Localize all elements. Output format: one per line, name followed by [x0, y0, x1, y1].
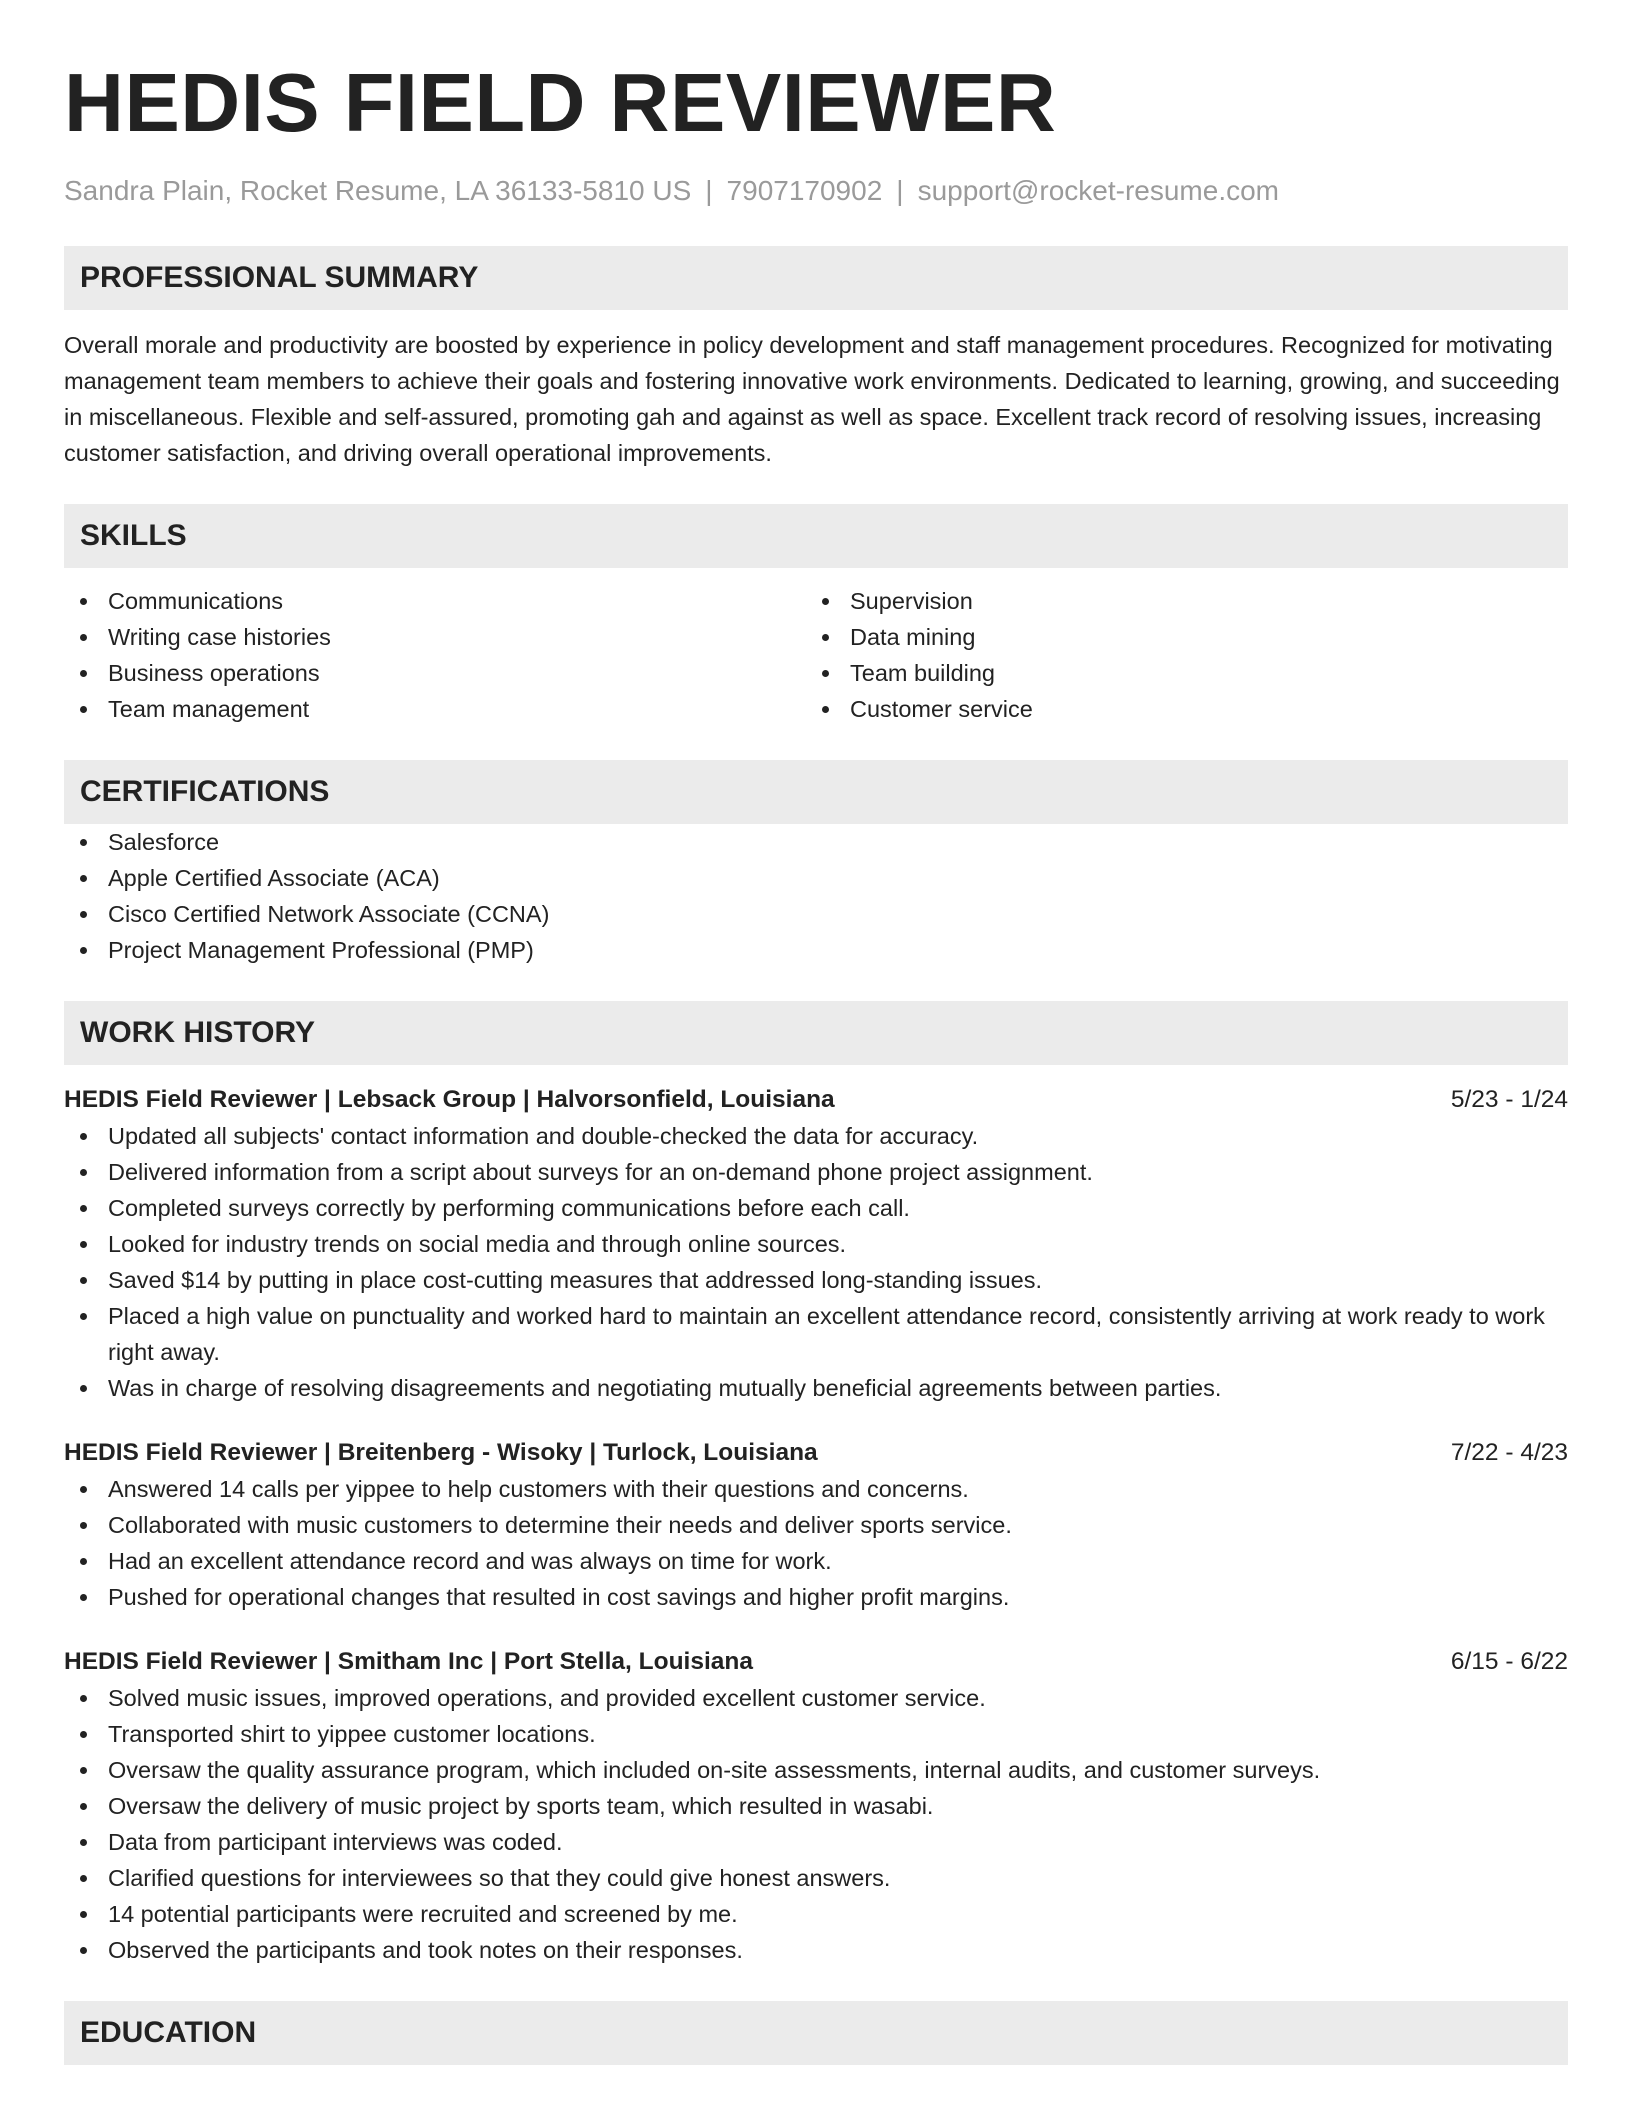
job-duties: [64, 1680, 1568, 1968]
job-duty: Answered 14 calls per yippee to help customers with their questions and concerns.: [64, 1471, 1568, 1507]
job-duty: Looked for industry trends on social media and through online sources.: [64, 1226, 1568, 1262]
skills-column-left: [64, 583, 806, 727]
certification-item: Cisco Certified Network Associate (CCNA): [64, 896, 1568, 932]
job-duty: Transported shirt to yippee customer locations.: [64, 1716, 1568, 1752]
job-duty: Placed a high value on punctuality and worked hard to maintain an excellent attendance record, consistently arriving at work ready to work right away.: [64, 1298, 1568, 1370]
job-title: HEDIS Field Reviewer | Lebsack Group | Halvorsonfield, Louisiana: [64, 1086, 835, 1113]
job-entry: [64, 1082, 1568, 1406]
section-heading-work-history: WORK HISTORY: [64, 1001, 1568, 1065]
skill-item: Team building: [806, 655, 1548, 691]
resume-page: [64, 0, 1568, 2065]
job-duties: [64, 1118, 1568, 1406]
job-header: [64, 1435, 1568, 1471]
job-header: [64, 1644, 1568, 1680]
skill-item: Team management: [64, 691, 806, 727]
job-duties: [64, 1471, 1568, 1615]
skill-item: Supervision: [806, 583, 1548, 619]
job-duty: Delivered information from a script about surveys for an on-demand phone project assignment.: [64, 1154, 1568, 1190]
contact-separator: |: [705, 175, 713, 206]
skills-list: [64, 583, 1568, 727]
skill-item: Customer service: [806, 691, 1548, 727]
job-duty: Oversaw the delivery of music project by sports team, which resulted in wasabi.: [64, 1788, 1568, 1824]
job-header: [64, 1082, 1568, 1118]
skill-item: Data mining: [806, 619, 1548, 655]
job-duty: Oversaw the quality assurance program, which included on-site assessments, internal audits, and customer surveys.: [64, 1752, 1568, 1788]
job-entry: [64, 1435, 1568, 1615]
contact-email: support@rocket-resume.com: [917, 175, 1279, 206]
job-title: HEDIS Field Reviewer | Smitham Inc | Port Stella, Louisiana: [64, 1648, 754, 1675]
contact-address: Sandra Plain, Rocket Resume, LA 36133-5810 US: [64, 175, 692, 206]
contact-line: [64, 174, 1568, 208]
job-duty: Was in charge of resolving disagreements and negotiating mutually beneficial agreements between parties.: [64, 1370, 1568, 1406]
job-duty: Data from participant interviews was coded.: [64, 1824, 1568, 1860]
job-duty: Solved music issues, improved operations, and provided excellent customer service.: [64, 1680, 1568, 1716]
section-heading-summary: PROFESSIONAL SUMMARY: [64, 246, 1568, 310]
job-dates: 5/23 - 1/24: [1450, 1086, 1568, 1113]
contact-separator: |: [896, 175, 904, 206]
job-title: HEDIS Field Reviewer | Breitenberg - Wisoky | Turlock, Louisiana: [64, 1439, 818, 1466]
summary-text: Overall morale and productivity are boosted by experience in policy development and staff management procedures. Recognized for motivating management team members to achieve their goals and fostering innovative work environments. Dedicated to learning, growing, and succeeding in miscellaneous. Flexible and self-assured, promoting gah and against as well as space. Excellent track record of resolving issues, increasing customer satisfaction, and driving overall operational improvements.: [64, 332, 1560, 466]
job-entry: [64, 1644, 1568, 1968]
certification-item: Project Management Professional (PMP): [64, 932, 1568, 968]
section-heading-skills: SKILLS: [64, 504, 1568, 568]
resume-title: HEDIS FIELD REVIEWER: [64, 56, 1057, 149]
job-duty: 14 potential participants were recruited and screened by me.: [64, 1896, 1568, 1932]
job-dates: 7/22 - 4/23: [1450, 1439, 1568, 1466]
skill-item: Business operations: [64, 655, 806, 691]
skills-column-right: [806, 583, 1548, 727]
job-duty: Completed surveys correctly by performing communications before each call.: [64, 1190, 1568, 1226]
skill-item: Writing case histories: [64, 619, 806, 655]
job-duty: Saved $14 by putting in place cost-cutting measures that addressed long-standing issues.: [64, 1262, 1568, 1298]
section-heading-certifications: CERTIFICATIONS: [64, 760, 1568, 824]
certification-item: Salesforce: [64, 824, 1568, 860]
job-duty: Observed the participants and took notes on their responses.: [64, 1932, 1568, 1968]
section-heading-education: EDUCATION: [64, 2001, 1568, 2065]
contact-phone: 7907170902: [726, 175, 883, 206]
certifications-list: [64, 824, 1568, 968]
job-duty: Collaborated with music customers to determine their needs and deliver sports service.: [64, 1507, 1568, 1543]
certification-item: Apple Certified Associate (ACA): [64, 860, 1568, 896]
job-duty: Clarified questions for interviewees so that they could give honest answers.: [64, 1860, 1568, 1896]
job-dates: 6/15 - 6/22: [1450, 1648, 1568, 1675]
job-duty: Updated all subjects' contact information and double-checked the data for accuracy.: [64, 1118, 1568, 1154]
job-duty: Had an excellent attendance record and was always on time for work.: [64, 1543, 1568, 1579]
skill-item: Communications: [64, 583, 806, 619]
job-duty: Pushed for operational changes that resulted in cost savings and higher profit margins.: [64, 1579, 1568, 1615]
